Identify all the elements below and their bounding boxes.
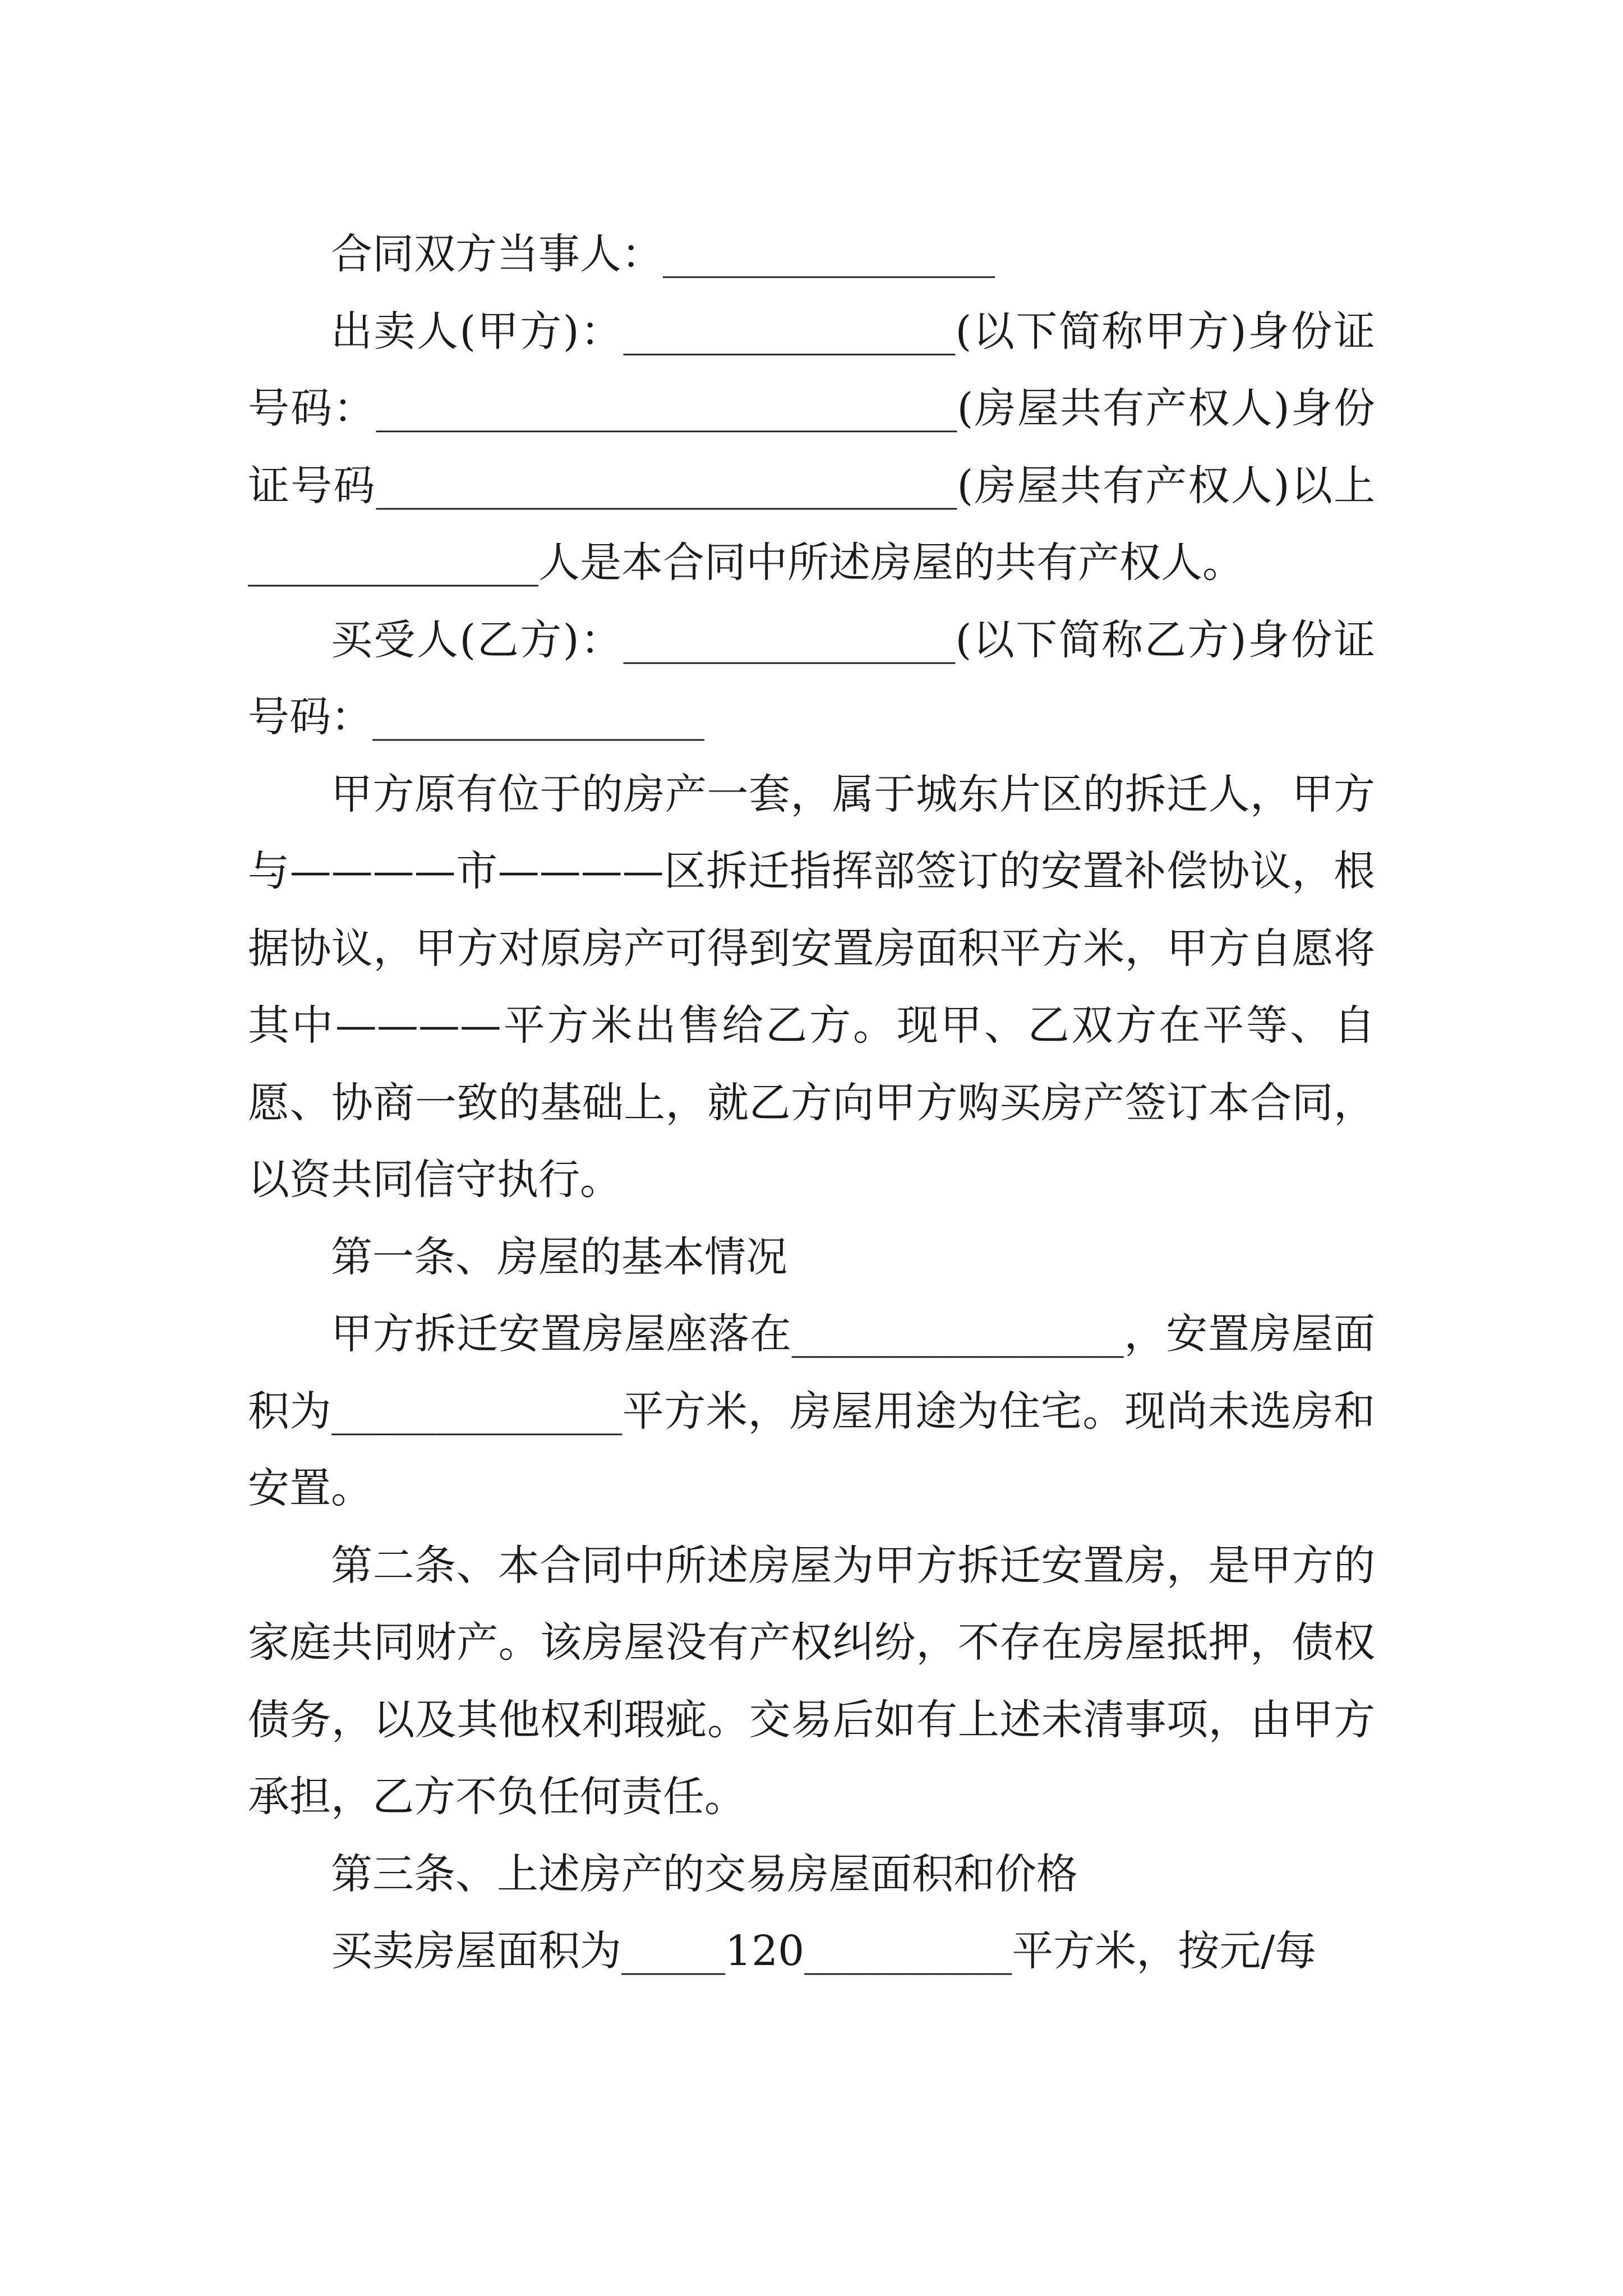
article-1-heading: 第一条、房屋的基本情况 — [331, 1232, 787, 1281]
article-1-body: 甲方拆迁安置房屋座落在________________，安置房屋面积为______________平方米，房屋用途为住宅。现尚未选房和安置。 — [248, 1310, 1375, 1512]
article-3-body: 买卖房屋面积为_____120__________平方米，按元/每 — [331, 1927, 1317, 1975]
paragraph-buyer: 买受人(乙方)：________________(以下简称乙方)身份证号码：________________ — [248, 615, 1375, 741]
article-2-body: 第二条、本合同中所述房屋为甲方拆迁安置房，是甲方的家庭共同财产。该房屋没有产权纠纷，不存在房屋抵押，债权债务，以及其他权利瑕疵。交易后如有上述未清事项，由甲方承担，乙方不负任何责任。 — [248, 1541, 1375, 1821]
paragraph-parties: 合同双方当事人：________________ — [331, 230, 995, 278]
paragraph-seller: 出卖人(甲方)：________________(以下简称甲方)身份证号码：____________________________(房屋共有产权人)身份证号码____________________________(房屋共有产权人)以上______________人是本合同中所述房屋的共有产权人。 — [248, 307, 1375, 587]
article-3-heading: 第三条、上述房产的交易房屋面积和价格 — [331, 1849, 1078, 1898]
contract-body — [248, 216, 1375, 1990]
paragraph-background: 甲方原有位于的房产一套，属于城东片区的拆迁人，甲方与————市————区拆迁指挥部签订的安置补偿协议，根据协议，甲方对原房产可得到安置房面积平方米，甲方自愿将其中————平方米出售给乙方。现甲、乙双方在平等、自愿、协商一致的基础上，就乙方向甲方购买房产签订本合同，以资共同信守执行。 — [248, 770, 1375, 1204]
